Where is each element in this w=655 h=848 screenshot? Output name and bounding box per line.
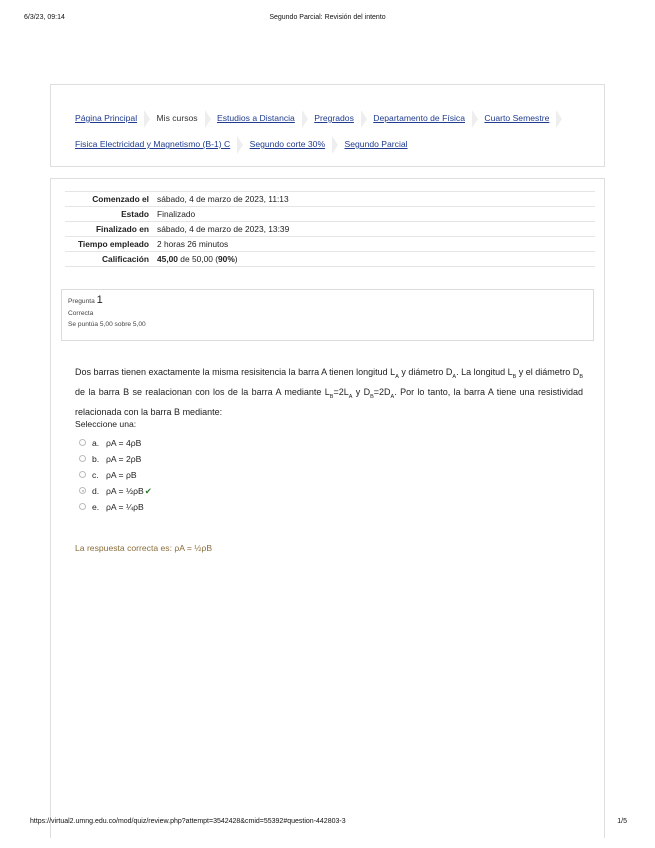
summary-row-time (65, 237, 595, 252)
breadcrumb-link[interactable]: Pregrados (314, 113, 354, 123)
breadcrumb-item-home[interactable] (75, 105, 150, 131)
answer-option-c[interactable] (79, 467, 152, 483)
option-letter: d. (92, 486, 100, 496)
print-page-title: Segundo Parcial: Revisión del intento (269, 14, 386, 21)
breadcrumb-item-physics-dept[interactable] (373, 105, 478, 131)
breadcrumb-separator (332, 136, 338, 154)
breadcrumb-separator (237, 136, 243, 154)
grade-rest: de 50,00 ( (177, 254, 219, 264)
option-letter: e. (92, 502, 100, 512)
question-label: Pregunta (68, 298, 95, 305)
summary-label: Finalizado en (95, 224, 149, 234)
summary-label: Tiempo empleado (77, 239, 149, 249)
question-number: 1 (96, 294, 103, 306)
answer-options (79, 435, 152, 515)
grade-score: 45,00 (157, 254, 178, 264)
option-text: ρA = ¼ρB (106, 502, 144, 512)
breadcrumb-item-my-courses (157, 105, 211, 131)
option-letter: b. (92, 454, 100, 464)
radio-button[interactable] (79, 503, 86, 510)
breadcrumb-separator (556, 110, 562, 128)
breadcrumb-link[interactable]: Página Principal (75, 113, 138, 123)
print-header (24, 14, 631, 26)
quiz-review-region (50, 178, 605, 838)
summary-row-state (65, 207, 595, 222)
question-info-box (61, 289, 594, 341)
question-status: Correcta (68, 310, 94, 317)
option-letter: c. (92, 470, 99, 480)
grade-percent: 90% (218, 254, 235, 264)
summary-label: Calificación (101, 254, 149, 264)
option-text: ρA = 4ρB (106, 438, 142, 448)
breadcrumb-text: Mis cursos (156, 113, 198, 123)
breadcrumb-separator (472, 110, 478, 128)
option-text: ρA = ½ρB (106, 486, 144, 496)
answer-option-d[interactable] (79, 483, 152, 499)
breadcrumb-item-distance-studies[interactable] (217, 105, 308, 131)
radio-button[interactable] (79, 455, 86, 462)
breadcrumb-item-second-exam[interactable] (345, 131, 408, 157)
breadcrumb-item-undergraduate[interactable] (314, 105, 367, 131)
summary-label: Comenzado el (92, 194, 149, 204)
breadcrumb-item-second-term[interactable] (250, 131, 339, 157)
answer-option-e[interactable] (79, 499, 152, 515)
breadcrumb-separator (361, 110, 367, 128)
answer-prompt: Seleccione una: (75, 419, 137, 429)
print-url: https://virtual2.umng.edu.co/mod/quiz/review.php?attempt=3542428&cmid=55392#question-442803-3 (30, 818, 346, 825)
breadcrumb-separator (302, 110, 308, 128)
summary-label: Estado (121, 209, 149, 219)
summary-row-finished (65, 222, 595, 237)
attempt-summary-table (65, 191, 595, 267)
breadcrumb-link[interactable]: Departamento de Física (373, 113, 465, 123)
option-text: ρA = ρB (106, 470, 137, 480)
summary-value: Finalizado (157, 209, 196, 219)
correct-answer-feedback: La respuesta correcta es: ρA = ½ρB (75, 543, 213, 553)
breadcrumb-link[interactable]: Estudios a Distancia (216, 113, 295, 123)
breadcrumb-link[interactable]: Segundo corte 30% (249, 139, 326, 149)
radio-button-selected[interactable] (79, 487, 86, 494)
breadcrumb-separator (144, 110, 150, 128)
summary-value: sábado, 4 de marzo de 2023, 13:39 (157, 224, 290, 234)
print-date: 6/3/23, 09:14 (24, 14, 65, 21)
breadcrumb-link[interactable]: Fisica Electricidad y Magnetismo (B-1) C (75, 139, 231, 149)
option-letter: a. (92, 438, 100, 448)
radio-button[interactable] (79, 439, 86, 446)
answer-option-a[interactable] (79, 435, 152, 451)
breadcrumb-item-course[interactable] (75, 131, 243, 157)
answer-option-b[interactable] (79, 451, 152, 467)
question-mark: Se puntúa 5,00 sobre 5,00 (68, 321, 146, 328)
option-text: ρA = 2ρB (106, 454, 142, 464)
breadcrumb-link[interactable]: Segundo Parcial (344, 139, 408, 149)
grade-value (155, 252, 595, 267)
summary-row-grade (65, 252, 595, 267)
summary-value: 2 horas 26 minutos (157, 239, 229, 249)
breadcrumb-separator (205, 110, 211, 128)
summary-value: sábado, 4 de marzo de 2023, 11:13 (157, 194, 289, 204)
breadcrumb-link[interactable]: Cuarto Semestre (484, 113, 550, 123)
summary-row-started (65, 192, 595, 207)
radio-button[interactable] (79, 471, 86, 478)
print-footer (30, 818, 627, 830)
check-icon: ✔ (144, 486, 152, 496)
breadcrumb-item-fourth-semester[interactable] (484, 105, 562, 131)
grade-close: ) (234, 254, 238, 264)
print-page-number: 1/5 (617, 818, 627, 825)
breadcrumb (50, 84, 605, 167)
question-text: Dos barras tienen exactamente la misma resisitencia la barra A tienen longitud $L_A$ y diámetro $D_A$. La longitud $L_B$ y el diámetro $D_B$ de la barra B se realacionan con los de la barra A mediante $L_B=2L_A$ y $D_B=2D_A$. Por lo tanto, la barra A tiene una resistividad relacionada con la barra B mediante: (75, 367, 584, 417)
